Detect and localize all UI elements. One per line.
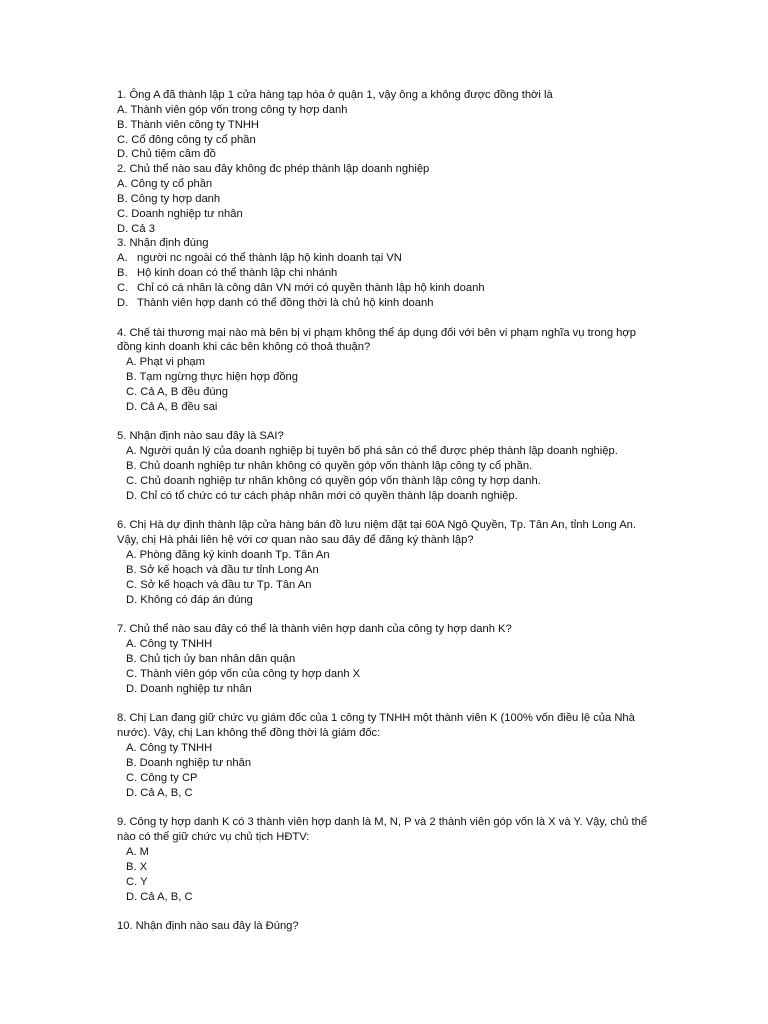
option-label: C.	[117, 281, 129, 294]
paragraph-gap	[117, 697, 657, 712]
paragraph-gap	[117, 608, 657, 623]
answer-option: A. Người quản lý của doanh nghiệp bị tuyên bố phá sản có thể được phép thành lập doanh nghiệp.	[126, 445, 618, 458]
answer-option	[117, 251, 657, 266]
answer-option: A. Thành viên góp vốn trong công ty hợp danh	[117, 103, 348, 116]
option-label: B.	[117, 267, 128, 280]
answer-option: C. Y	[126, 875, 148, 888]
answer-option: C. Cổ đông công ty cổ phần	[117, 133, 256, 146]
paragraph-gap	[117, 504, 657, 519]
question-stem: 10. Nhận định nào sau đây là Đúng?	[117, 920, 299, 933]
option-text: Hộ kinh doan có thể thành lập chi nhánh	[137, 267, 338, 280]
answer-option: B. Tạm ngừng thực hiện hợp đồng	[126, 371, 299, 384]
question-stem: 3. Nhận định đúng	[117, 237, 209, 250]
paragraph-gap	[117, 415, 657, 430]
option-label: A.	[117, 252, 128, 265]
answer-option: C. Cả A, B đều đúng	[126, 385, 228, 398]
question-stem: 5. Nhận định nào sau đây là SAI?	[117, 430, 284, 443]
answer-option: D. Không có đáp án đúng	[126, 593, 253, 606]
answer-option: C. Thành viên góp vốn của công ty hợp danh X	[126, 667, 361, 680]
option-text: Chỉ có cá nhân là công dân VN mới có quyền thành lập hộ kinh doanh	[137, 281, 485, 294]
answer-option: C. Chủ doanh nghiệp tư nhân không có quyền góp vốn thành lập công ty hợp danh.	[126, 474, 541, 487]
answer-option: D. Cả A, B, C	[126, 890, 193, 903]
answer-option	[117, 296, 657, 311]
answer-option: B. Công ty hợp danh	[117, 192, 221, 205]
answer-option: B. Thành viên công ty TNHH	[117, 118, 259, 131]
answer-option: A. Công ty TNHH	[126, 638, 213, 651]
paragraph-gap	[117, 801, 657, 816]
answer-option: A. Công ty cổ phần	[117, 178, 213, 191]
question-stem: 8. Chị Lan đang giữ chức vụ giám đốc của 1 công ty TNHH một thành viên K (100% vốn điều lệ của Nhà nước). Vậy, chị Lan không thể đồng thời là giám đốc:	[117, 712, 635, 740]
question-stem: 2. Chủ thể nào sau đây không đc phép thành lập doanh nghiệp	[117, 163, 430, 176]
answer-option: C. Công ty CP	[126, 771, 198, 784]
answer-option: D. Doanh nghiệp tư nhân	[126, 682, 252, 695]
option-text: Thành viên hợp danh có thể đồng thời là chủ hộ kinh doanh	[137, 296, 434, 309]
answer-option: D. Cả A, B đều sai	[126, 400, 218, 413]
option-text: người nc ngoài có thể thành lập hộ kinh doanh tại VN	[137, 252, 402, 265]
document-body	[117, 88, 657, 934]
answer-option: B. X	[126, 860, 148, 873]
question-stem: 6. Chị Hà dự định thành lập cửa hàng bán đồ lưu niệm đặt tại 60A Ngô Quyền, Tp. Tân An, tỉnh Long An. Vậy, chị Hà phải liên hệ với cơ quan nào sau đây để đăng ký thành lập?	[117, 519, 637, 547]
answer-option: D. Cả 3	[117, 222, 155, 235]
answer-option: B. Chủ doanh nghiệp tư nhân không có quyền góp vốn thành lập công ty cổ phần.	[126, 460, 533, 473]
answer-option: A. Phạt vi phạm	[126, 356, 205, 369]
question-stem: 4. Chế tài thương mại nào mà bên bị vi phạm không thể áp dụng đối với bên vi phạm nghĩa vụ trong hợp đồng kinh doanh khi các bên không có thoả thuận?	[117, 326, 636, 354]
answer-option: D. Cả A, B, C	[126, 786, 193, 799]
answer-option: B. Doanh nghiệp tư nhân	[126, 756, 252, 769]
paragraph-gap	[117, 904, 657, 919]
answer-option: A. Công ty TNHH	[126, 742, 213, 755]
question-stem: 1. Ông A đã thành lập 1 cửa hàng tạp hóa ở quận 1, vậy ông a không được đồng thời là	[117, 89, 553, 101]
answer-option	[117, 266, 657, 281]
option-label: D.	[117, 296, 129, 309]
answer-option: A. M	[126, 846, 149, 859]
question-stem: 9. Công ty hợp danh K có 3 thành viên hợp danh là M, N, P và 2 thành viên góp vốn là X và Y. Vậy, chủ thể nào có thể giữ chức vụ chủ tịch HĐTV:	[117, 816, 648, 844]
answer-option: C. Doanh nghiệp tư nhân	[117, 207, 243, 220]
answer-option: B. Sở kế hoạch và đầu tư tỉnh Long An	[126, 564, 319, 576]
paragraph-gap	[117, 311, 657, 326]
answer-option	[117, 281, 657, 296]
answer-option: B. Chủ tịch ủy ban nhân dân quận	[126, 653, 296, 666]
question-stem: 7. Chủ thể nào sau đây có thể là thành viên hợp danh của công ty hợp danh K?	[117, 623, 512, 636]
answer-option: D. Chỉ có tổ chức có tư cách pháp nhân mới có quyền thành lập doanh nghiệp.	[126, 489, 518, 502]
answer-option: D. Chủ tiệm cầm đồ	[117, 148, 216, 161]
answer-option: C. Sở kế hoạch và đầu tư Tp. Tân An	[126, 578, 312, 591]
answer-option: A. Phòng đăng ký kinh doanh Tp. Tân An	[126, 549, 330, 562]
